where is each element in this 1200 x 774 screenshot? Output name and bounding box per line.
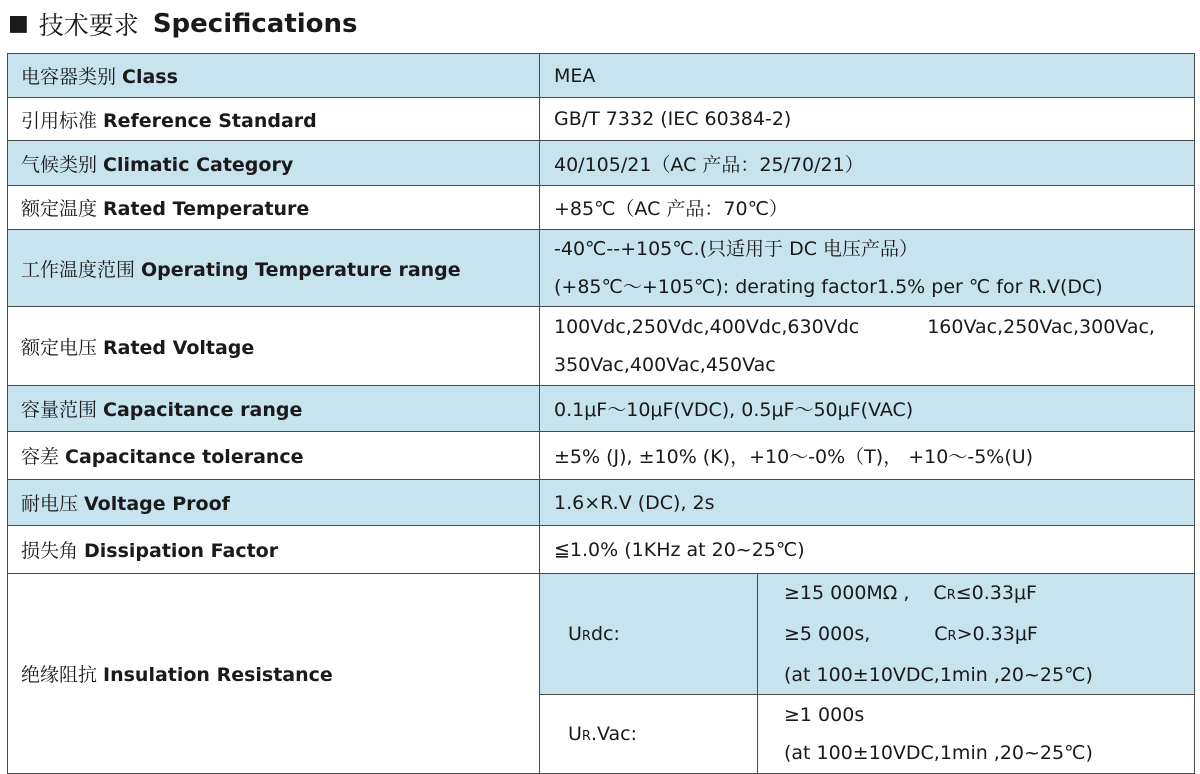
row-label: 引用标准 Reference Standard	[8, 98, 540, 141]
row-label: 损失角 Dissipation Factor	[8, 526, 540, 574]
table-row	[8, 574, 1195, 695]
section-header	[8, 6, 358, 42]
table-row	[8, 307, 1195, 386]
specifications-table	[7, 53, 1195, 774]
row-label: 额定温度 Rated Temperature	[8, 186, 540, 230]
section-title-en: Specifications	[152, 9, 358, 39]
row-label: 耐电压 Voltage Proof	[8, 480, 540, 526]
row-label: 气候类别 Climatic Category	[8, 141, 540, 186]
row-value: +85℃（AC 产品：70℃）	[540, 186, 1195, 230]
table-row	[8, 432, 1195, 480]
row-value: GB/T 7332 (IEC 60384-2)	[540, 98, 1195, 141]
table-row	[8, 480, 1195, 526]
row-value: 1.6×R.V (DC), 2s	[540, 480, 1195, 526]
table-row	[8, 54, 1195, 98]
table-row	[8, 230, 1195, 307]
row-label: 工作温度范围 Operating Temperature range	[8, 230, 540, 307]
urvac-value: ≥1 000s (at 100±10VDC,1min ,20~25℃)	[758, 695, 1195, 774]
row-value: -40℃--+105℃.(只适用于 DC 电压产品） (+85℃～+105℃): derating factor1.5% per ℃ for R.V(DC)	[540, 230, 1195, 307]
row-value: 100Vdc,250Vdc,400Vdc,630Vdc 160Vac,250Vac,300Vac, 350Vac,400Vac,450Vac	[540, 307, 1195, 386]
row-label: 电容器类别 Class	[8, 54, 540, 98]
urdc-value: ≥15 000MΩ , CR≤0.33μF ≥5 000s, CR>0.33μF (at 100±10VDC,1min ,20~25℃)	[758, 574, 1195, 695]
urvac-label: UR.Vac:	[540, 695, 758, 774]
row-value: ±5% (J), ±10% (K)，+10～-0%（T)， +10～-5%(U)	[540, 432, 1195, 480]
row-value: MEA	[540, 54, 1195, 98]
square-bullet-icon: ■	[8, 11, 29, 36]
row-label: 额定电压 Rated Voltage	[8, 307, 540, 386]
table-row	[8, 98, 1195, 141]
urdc-label: URdc:	[540, 574, 758, 695]
row-value: 0.1μF～10μF(VDC), 0.5μF～50μF(VAC)	[540, 386, 1195, 432]
row-label: 绝缘阻抗 Insulation Resistance	[8, 574, 540, 774]
table-row	[8, 526, 1195, 574]
row-value: 40/105/21（AC 产品：25/70/21）	[540, 141, 1195, 186]
table-row	[8, 386, 1195, 432]
row-label: 容量范围 Capacitance range	[8, 386, 540, 432]
section-title-zh: 技术要求	[38, 11, 139, 40]
table-row	[8, 141, 1195, 186]
row-value: ≦1.0% (1KHz at 20~25℃)	[540, 526, 1195, 574]
table-row	[8, 186, 1195, 230]
row-label: 容差 Capacitance tolerance	[8, 432, 540, 480]
